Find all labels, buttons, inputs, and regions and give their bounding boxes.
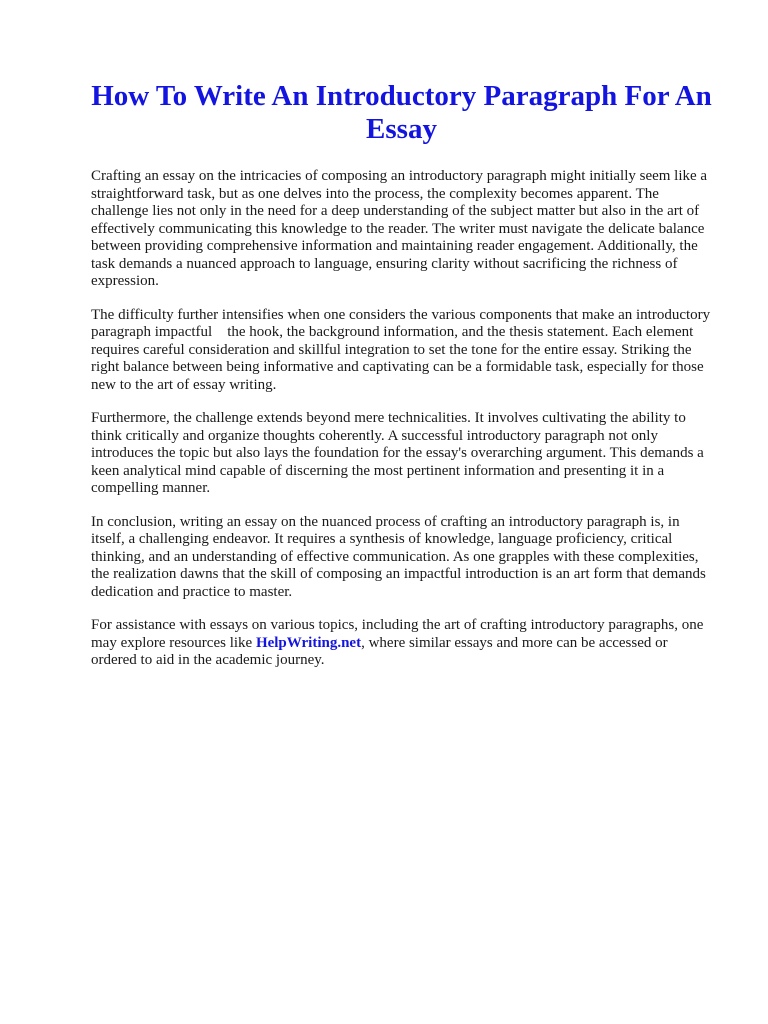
paragraph-1: Crafting an essay on the intricacies of composing an introductory paragraph might initially seem like a straightforward task, but as one delves into the process, the complexity becomes apparent. The challenge lies not only in the need for a deep understanding of the subject matter but also in the art of effectively communicating this knowledge to the reader. The writer must navigate the delicate balance between providing comprehensive information and maintaining reader engagement. Additionally, the task demands a nuanced approach to language, ensuring clarity without sacrificing the richness of expression. <box>91 168 708 289</box>
closing-text-before: For assistance with essays on various topics, including the art of crafting introductory paragraphs, one may explore resources like <box>91 617 704 651</box>
paragraph-3: Furthermore, the challenge extends beyond mere technicalities. It involves cultivating the ability to think critically and organize thoughts coherently. A successful introductory paragraph not only introduces the topic but also lays the foundation for the essay's overarching argument. This demands a keen analytical mind capable of discerning the most pertinent information and presenting it in a compelling manner. <box>91 410 704 496</box>
helpwriting-link[interactable]: HelpWriting.net <box>255 634 362 651</box>
paragraph-2: The difficulty further intensifies when one considers the various components that make an introductory paragraph impactful the hook, the background information, and the thesis statement. Each element requires careful consideration and skillful integration to set the tone for the entire essay. Striking the right balance between being informative and captivating can be a formidable task, especially for those new to the art of essay writing. <box>91 306 714 393</box>
paragraph-4: In conclusion, writing an essay on the nuanced process of crafting an introductory paragraph is, in itself, a challenging endeavor. It requires a synthesis of knowledge, language proficiency, critical thinking, and an understanding of effective communication. As one grapples with these complexities, the realization dawns that the skill of composing an impactful introduction is an art form that demands dedication and practice to master. <box>91 513 706 600</box>
closing-text-after: , where similar essays and more can be accessed or ordered to aid in the academic journey. <box>91 634 668 668</box>
document-title: How To Write An Introductory Paragraph For An Essay <box>91 80 712 145</box>
closing-paragraph <box>91 617 712 670</box>
